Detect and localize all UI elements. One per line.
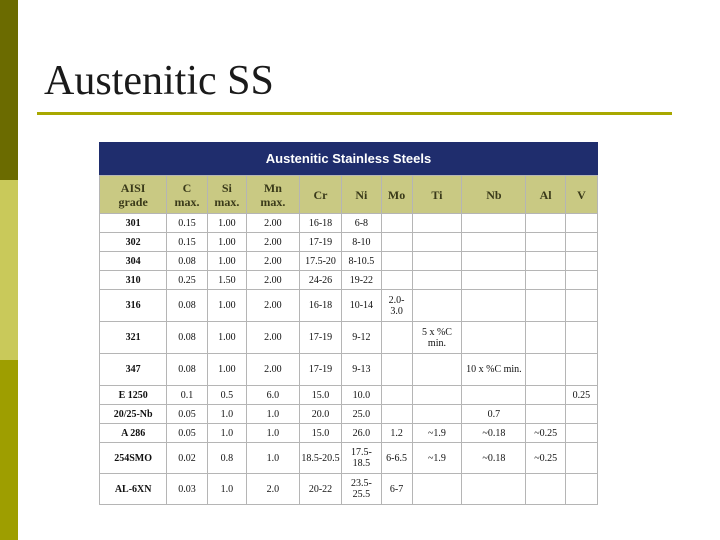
cell-ti (412, 271, 462, 290)
cell-si: 1.00 (207, 354, 246, 386)
cell-v: 0.25 (565, 386, 597, 405)
cell-cr: 20.0 (299, 405, 341, 424)
cell-mn: 6.0 (247, 386, 300, 405)
cell-nb (462, 386, 526, 405)
cell-si: 1.00 (207, 214, 246, 233)
cell-v (565, 214, 597, 233)
cell-v (565, 252, 597, 271)
table-row (100, 386, 598, 405)
table-row (100, 290, 598, 322)
cell-mo (381, 233, 412, 252)
side-bar-top (0, 0, 18, 180)
table-row (100, 252, 598, 271)
cell-mo (381, 322, 412, 354)
cell-mn: 2.00 (247, 290, 300, 322)
title-underline (37, 112, 672, 115)
cell-v (565, 271, 597, 290)
header-c: C max. (167, 176, 207, 214)
cell-c: 0.15 (167, 233, 207, 252)
cell-grade: E 1250 (100, 386, 167, 405)
cell-ni: 8-10 (342, 233, 381, 252)
cell-ti (412, 252, 462, 271)
cell-mo (381, 252, 412, 271)
cell-grade: 254SMO (100, 443, 167, 474)
cell-al (526, 290, 565, 322)
cell-nb: 10 x %C min. (462, 354, 526, 386)
cell-si: 0.8 (207, 443, 246, 474)
cell-si: 1.00 (207, 233, 246, 252)
cell-grade: 20/25-Nb (100, 405, 167, 424)
table-row (100, 424, 598, 443)
cell-nb (462, 474, 526, 505)
cell-mn: 1.0 (247, 443, 300, 474)
header-mo: Mo (381, 176, 412, 214)
cell-mo: 1.2 (381, 424, 412, 443)
cell-al (526, 252, 565, 271)
cell-al (526, 322, 565, 354)
cell-grade: 316 (100, 290, 167, 322)
cell-cr: 16-18 (299, 214, 341, 233)
cell-c: 0.08 (167, 290, 207, 322)
header-row (100, 176, 598, 214)
cell-si: 1.00 (207, 290, 246, 322)
cell-mo (381, 386, 412, 405)
cell-c: 0.03 (167, 474, 207, 505)
cell-ti: ~1.9 (412, 424, 462, 443)
cell-cr: 15.0 (299, 386, 341, 405)
side-bar-middle (0, 180, 18, 360)
cell-si: 1.0 (207, 474, 246, 505)
cell-mo (381, 214, 412, 233)
cell-ti (412, 405, 462, 424)
cell-nb (462, 233, 526, 252)
cell-cr: 15.0 (299, 424, 341, 443)
cell-nb (462, 252, 526, 271)
cell-si: 1.0 (207, 424, 246, 443)
cell-mn: 2.00 (247, 354, 300, 386)
cell-grade: 321 (100, 322, 167, 354)
cell-grade: AL-6XN (100, 474, 167, 505)
cell-al: ~0.25 (526, 443, 565, 474)
cell-si: 1.00 (207, 252, 246, 271)
cell-cr: 16-18 (299, 290, 341, 322)
cell-mn: 2.0 (247, 474, 300, 505)
cell-grade: 310 (100, 271, 167, 290)
cell-c: 0.05 (167, 424, 207, 443)
cell-v (565, 424, 597, 443)
cell-cr: 17-19 (299, 233, 341, 252)
cell-mn: 1.0 (247, 424, 300, 443)
cell-cr: 17-19 (299, 322, 341, 354)
cell-grade: 302 (100, 233, 167, 252)
cell-ni: 10-14 (342, 290, 381, 322)
cell-nb: 0.7 (462, 405, 526, 424)
cell-ti (412, 386, 462, 405)
cell-ni: 23.5-25.5 (342, 474, 381, 505)
cell-ti: 5 x %C min. (412, 322, 462, 354)
cell-mo (381, 271, 412, 290)
cell-si: 1.50 (207, 271, 246, 290)
cell-cr: 17-19 (299, 354, 341, 386)
cell-ti (412, 214, 462, 233)
cell-v (565, 474, 597, 505)
cell-mn: 2.00 (247, 322, 300, 354)
cell-ni: 17.5-18.5 (342, 443, 381, 474)
cell-mo (381, 405, 412, 424)
cell-ni: 9-13 (342, 354, 381, 386)
cell-v (565, 290, 597, 322)
table-title: Austenitic Stainless Steels (99, 142, 598, 175)
cell-grade: 304 (100, 252, 167, 271)
cell-mn: 2.00 (247, 271, 300, 290)
cell-cr: 17.5-20 (299, 252, 341, 271)
cell-grade: 347 (100, 354, 167, 386)
header-si: Si max. (207, 176, 246, 214)
cell-c: 0.08 (167, 252, 207, 271)
cell-c: 0.25 (167, 271, 207, 290)
cell-mo (381, 354, 412, 386)
table-row (100, 405, 598, 424)
cell-ni: 19-22 (342, 271, 381, 290)
cell-v (565, 322, 597, 354)
table-row (100, 214, 598, 233)
cell-nb (462, 290, 526, 322)
cell-c: 0.02 (167, 443, 207, 474)
cell-cr: 20-22 (299, 474, 341, 505)
cell-si: 1.00 (207, 322, 246, 354)
cell-ni: 6-8 (342, 214, 381, 233)
table-row (100, 443, 598, 474)
cell-nb (462, 322, 526, 354)
table-row (100, 322, 598, 354)
cell-grade: A 286 (100, 424, 167, 443)
cell-c: 0.1 (167, 386, 207, 405)
cell-mn: 2.00 (247, 233, 300, 252)
cell-al (526, 214, 565, 233)
composition-table (99, 175, 598, 505)
cell-c: 0.15 (167, 214, 207, 233)
cell-grade: 301 (100, 214, 167, 233)
cell-al (526, 354, 565, 386)
cell-mo: 6-7 (381, 474, 412, 505)
cell-c: 0.08 (167, 354, 207, 386)
table-row (100, 233, 598, 252)
cell-v (565, 443, 597, 474)
cell-ni: 25.0 (342, 405, 381, 424)
cell-v (565, 354, 597, 386)
cell-ni: 10.0 (342, 386, 381, 405)
cell-c: 0.08 (167, 322, 207, 354)
header-al: Al (526, 176, 565, 214)
table-body (100, 214, 598, 505)
cell-al (526, 271, 565, 290)
header-grade: AISI grade (100, 176, 167, 214)
slide-title: Austenitic SS (44, 58, 274, 104)
cell-v (565, 405, 597, 424)
cell-ti (412, 233, 462, 252)
cell-ti (412, 354, 462, 386)
header-mn: Mn max. (247, 176, 300, 214)
cell-ni: 9-12 (342, 322, 381, 354)
cell-mn: 2.00 (247, 252, 300, 271)
cell-cr: 18.5-20.5 (299, 443, 341, 474)
cell-si: 1.0 (207, 405, 246, 424)
header-cr: Cr (299, 176, 341, 214)
header-ti: Ti (412, 176, 462, 214)
cell-nb: ~0.18 (462, 443, 526, 474)
cell-ni: 8-10.5 (342, 252, 381, 271)
cell-c: 0.05 (167, 405, 207, 424)
cell-cr: 24-26 (299, 271, 341, 290)
cell-si: 0.5 (207, 386, 246, 405)
table-row (100, 354, 598, 386)
cell-nb: ~0.18 (462, 424, 526, 443)
cell-mo: 6-6.5 (381, 443, 412, 474)
cell-nb (462, 214, 526, 233)
cell-ti: ~1.9 (412, 443, 462, 474)
table-row (100, 271, 598, 290)
cell-mn: 2.00 (247, 214, 300, 233)
cell-al: ~0.25 (526, 424, 565, 443)
header-v: V (565, 176, 597, 214)
steel-table-container (99, 142, 598, 505)
cell-mo: 2.0-3.0 (381, 290, 412, 322)
cell-al (526, 233, 565, 252)
cell-ti (412, 290, 462, 322)
side-bar-bottom (0, 360, 18, 540)
cell-v (565, 233, 597, 252)
header-ni: Ni (342, 176, 381, 214)
cell-nb (462, 271, 526, 290)
cell-al (526, 405, 565, 424)
cell-al (526, 474, 565, 505)
cell-ni: 26.0 (342, 424, 381, 443)
table-row (100, 474, 598, 505)
cell-mn: 1.0 (247, 405, 300, 424)
cell-ti (412, 474, 462, 505)
header-nb: Nb (462, 176, 526, 214)
cell-al (526, 386, 565, 405)
